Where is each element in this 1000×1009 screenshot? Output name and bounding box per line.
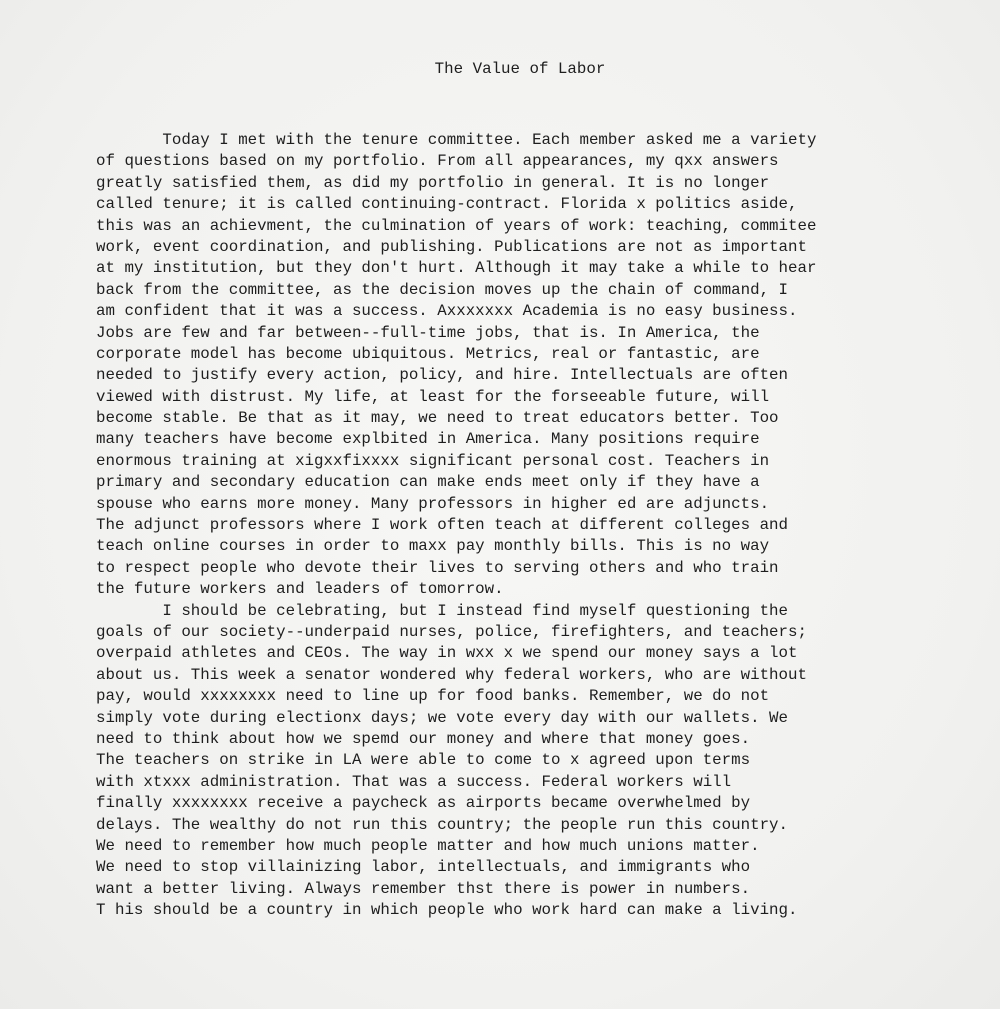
- text-line: back from the committee, as the decision moves up the chain of command, I: [96, 280, 789, 299]
- text-line: many teachers have become explbited in America. Many positions require: [96, 430, 760, 449]
- text-line: am confident that it was a success. Axxxxxxx Academia is no easy business.: [96, 302, 798, 321]
- text-line: of questions based on my portfolio. From all appearances, my qxx answers: [96, 152, 779, 171]
- text-line: primary and secondary education can make ends meet only if they have a: [96, 473, 760, 492]
- text-line: The teachers on strike in LA were able to come to x agreed upon terms: [96, 751, 751, 770]
- paragraph-1: [96, 130, 986, 601]
- text-line: this was an achievment, the culmination of years of work: teaching, commitee: [96, 216, 817, 235]
- text-line: delays. The wealthy do not run this country; the people run this country.: [96, 815, 789, 834]
- text-line: goals of our society--underpaid nurses, police, firefighters, and teachers;: [96, 622, 807, 641]
- text-line: Jobs are few and far between--full-time jobs, that is. In America, the: [96, 323, 760, 342]
- text-line: We need to remember how much people matter and how much unions matter.: [96, 836, 760, 855]
- text-line: become stable. Be that as it may, we need to treat educators better. Too: [96, 409, 779, 428]
- text-line: Today I met with the tenure committee. Each member asked me a variety: [96, 131, 817, 149]
- text-line: needed to justify every action, policy, and hire. Intellectuals are often: [96, 366, 789, 385]
- paragraph-2: [96, 601, 986, 922]
- text-line: enormous training at xigxxfixxxx significant personal cost. Teachers in: [96, 451, 770, 470]
- text-line: spouse who earns more money. Many professors in higher ed are adjuncts.: [96, 494, 770, 513]
- text-line: called tenure; it is called continuing-contract. Florida x politics aside,: [96, 195, 798, 214]
- text-line: overpaid athletes and CEOs. The way in wxx x we spend our money says a lot: [96, 644, 798, 663]
- text-line: at my institution, but they don't hurt. Although it may take a while to hear: [96, 259, 817, 278]
- text-line: simply vote during electionx days; we vote every day with our wallets. We: [96, 708, 789, 727]
- text-line: teach online courses in order to maxx pay monthly bills. This is no way: [96, 537, 770, 556]
- text-line: the future workers and leaders of tomorrow.: [96, 580, 504, 599]
- document-title: The Value of Labor: [434, 60, 606, 78]
- text-line: viewed with distrust. My life, at least for the forseeable future, will: [96, 387, 770, 406]
- text-line: need to think about how we spemd our money and where that money goes.: [96, 729, 751, 748]
- text-line: to respect people who devote their lives to serving others and who train: [96, 558, 779, 577]
- document-body: [96, 130, 986, 921]
- text-line: We need to stop villainizing labor, intellectuals, and immigrants who: [96, 858, 751, 877]
- text-line: work, event coordination, and publishing. Publications are not as important: [96, 237, 807, 256]
- text-line: T his should be a country in which people who work hard can make a living.: [96, 901, 798, 920]
- text-line: pay, would xxxxxxxx need to line up for food banks. Remember, we do not: [96, 687, 770, 706]
- text-line: finally xxxxxxxx receive a paycheck as airports became overwhelmed by: [96, 794, 751, 813]
- text-line: want a better living. Always remember thst there is power in numbers.: [96, 879, 751, 898]
- text-line: corporate model has become ubiquitous. Metrics, real or fantastic, are: [96, 344, 760, 363]
- text-line: with xtxxx administration. That was a success. Federal workers will: [96, 772, 732, 791]
- text-line: The adjunct professors where I work often teach at different colleges and: [96, 516, 789, 535]
- text-line: about us. This week a senator wondered why federal workers, who are without: [96, 665, 807, 684]
- text-line: I should be celebrating, but I instead find myself questioning the: [96, 601, 789, 620]
- text-line: greatly satisfied them, as did my portfolio in general. It is no longer: [96, 173, 770, 192]
